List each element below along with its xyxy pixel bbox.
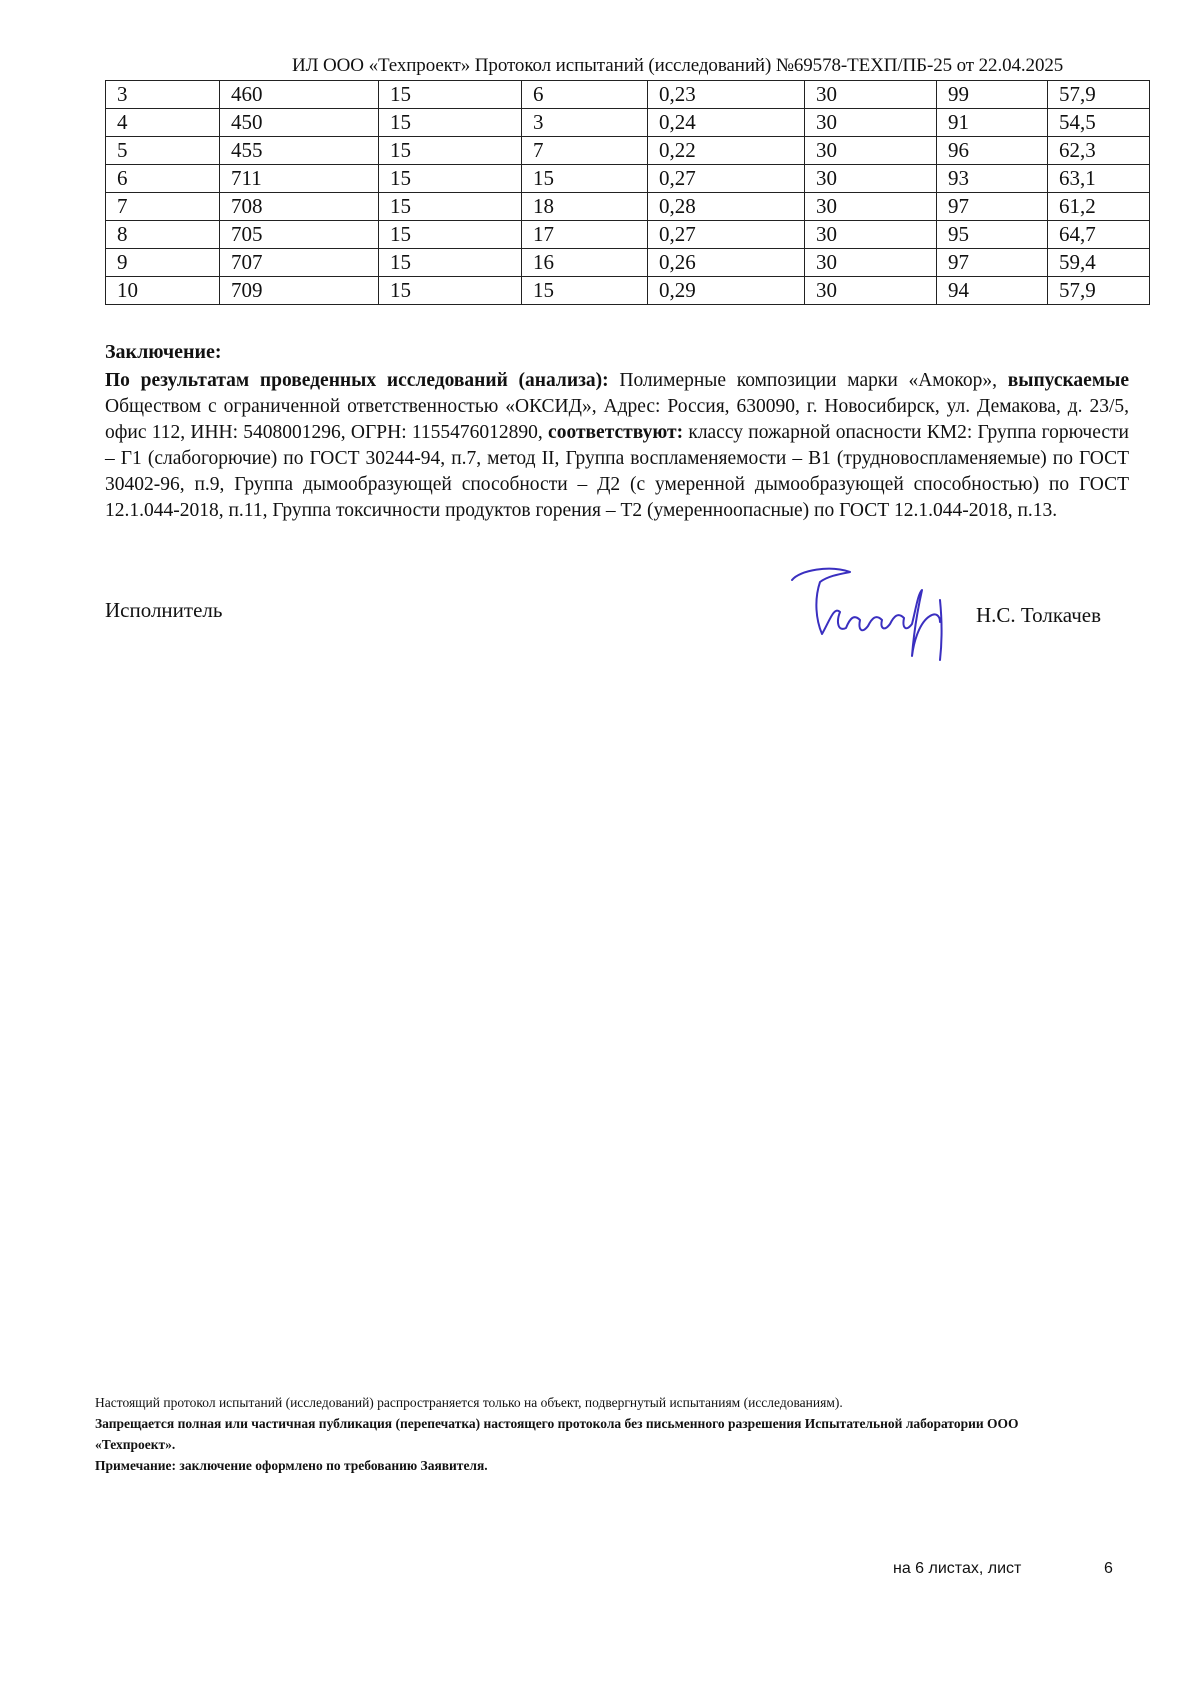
table-cell: 61,2 (1048, 193, 1150, 221)
table-row (106, 165, 1150, 193)
conclusion-part2: Обществом с ограниченной ответственностью «ОКСИД», Адрес: Россия, 630090, г. Новосибирск, ул. Демакова, д. 23/5, офис 112, ИНН: 5408001296, ОГРН: 1155476012890, (105, 396, 1129, 443)
table-cell: 95 (937, 221, 1048, 249)
table-cell: 15 (379, 249, 522, 277)
table-cell: 94 (937, 277, 1048, 305)
footnote-scope: Настоящий протокол испытаний (исследований) распространяется только на объект, подвергнутый испытаниям (исследованиям). (95, 1395, 843, 1410)
footnote-copyright: Запрещается полная или частичная публикация (перепечатка) настоящего протокола без письменного разрешения Испытательной лаборатории ООО «Техпроект». (95, 1416, 1019, 1452)
conclusion-part3: классу пожарной опасности КМ2: Группа горючести – Г1 (слабогорючие) по ГОСТ 30244-94, п.7, метод II, Группа воспламеняемости – В1 (трудновоспламеняемые) по ГОСТ 30402-96, п.9, Группа дымообразующей способности – Д2 (с умеренной дымообразующей способностью) по ГОСТ 12.1.044-2018, п.11, Группа токсичности продуктов горения – Т2 (умеренноопасные) по ГОСТ 12.1.044-2018, п.13. (105, 422, 1129, 521)
table-cell: 0,26 (648, 249, 805, 277)
table-cell: 16 (522, 249, 648, 277)
table-cell: 709 (220, 277, 379, 305)
page-count-label: на 6 листах, лист (893, 1560, 1022, 1577)
table-cell: 15 (379, 165, 522, 193)
table-cell: 15 (379, 81, 522, 109)
table-cell: 0,24 (648, 109, 805, 137)
table-cell: 460 (220, 81, 379, 109)
table-cell: 17 (522, 221, 648, 249)
table-cell: 5 (106, 137, 220, 165)
table-row (106, 193, 1150, 221)
document-header: ИЛ ООО «Техпроект» Протокол испытаний (исследований) №69578-ТЕХП/ПБ-25 от 22.04.2025 (292, 55, 1064, 76)
table-cell: 4 (106, 109, 220, 137)
table-cell: 7 (522, 137, 648, 165)
conclusion-part1: Полимерные композиции марки «Амокор», (608, 370, 1008, 391)
table-cell: 59,4 (1048, 249, 1150, 277)
table-cell: 96 (937, 137, 1048, 165)
table-row (106, 221, 1150, 249)
table-cell: 3 (522, 109, 648, 137)
table-cell: 91 (937, 109, 1048, 137)
table-cell: 30 (805, 193, 937, 221)
table-cell: 97 (937, 193, 1048, 221)
table-cell: 15 (379, 277, 522, 305)
executor-label: Исполнитель (105, 598, 223, 622)
table-cell: 450 (220, 109, 379, 137)
table-cell: 30 (805, 109, 937, 137)
conclusion-title: Заключение: (105, 341, 222, 363)
table-cell: 0,29 (648, 277, 805, 305)
table-cell: 711 (220, 165, 379, 193)
table-cell: 30 (805, 137, 937, 165)
table-cell: 8 (106, 221, 220, 249)
conclusion-issued: выпускаемые (1007, 370, 1129, 391)
table-cell: 30 (805, 249, 937, 277)
table-row (106, 249, 1150, 277)
table-row (106, 109, 1150, 137)
table-cell: 9 (106, 249, 220, 277)
table-cell: 62,3 (1048, 137, 1150, 165)
table-row (106, 81, 1150, 109)
table-cell: 30 (805, 81, 937, 109)
table-cell: 30 (805, 221, 937, 249)
table-cell: 15 (379, 193, 522, 221)
executor-name: Н.С. Толкачев (976, 603, 1102, 627)
table-cell: 707 (220, 249, 379, 277)
footnotes (95, 1392, 1095, 1476)
results-table-body (106, 81, 1150, 305)
table-cell: 93 (937, 165, 1048, 193)
table-cell: 64,7 (1048, 221, 1150, 249)
table-cell: 0,28 (648, 193, 805, 221)
table-cell: 455 (220, 137, 379, 165)
footnote-note: Примечание: заключение оформлено по требованию Заявителя. (95, 1458, 488, 1473)
table-cell: 0,22 (648, 137, 805, 165)
table-cell: 99 (937, 81, 1048, 109)
table-cell: 54,5 (1048, 109, 1150, 137)
table-cell: 6 (106, 165, 220, 193)
table-cell: 15 (379, 109, 522, 137)
table-cell: 0,27 (648, 165, 805, 193)
table-cell: 57,9 (1048, 81, 1150, 109)
table-cell: 705 (220, 221, 379, 249)
table-cell: 57,9 (1048, 277, 1150, 305)
handwritten-signature (790, 560, 970, 670)
table-cell: 63,1 (1048, 165, 1150, 193)
table-cell: 0,23 (648, 81, 805, 109)
conclusion-lead: По результатам проведенных исследований (анализа): (105, 370, 609, 391)
results-table (105, 80, 1150, 305)
table-cell: 15 (522, 277, 648, 305)
table-cell: 18 (522, 193, 648, 221)
conclusion-text (105, 368, 1129, 524)
page-number: 6 (1104, 1560, 1113, 1577)
table-row (106, 277, 1150, 305)
conclusion-conforms: соответствуют: (548, 422, 684, 443)
table-cell: 15 (522, 165, 648, 193)
table-cell: 3 (106, 81, 220, 109)
table-cell: 0,27 (648, 221, 805, 249)
table-row (106, 137, 1150, 165)
table-cell: 708 (220, 193, 379, 221)
table-cell: 15 (379, 221, 522, 249)
table-cell: 15 (379, 137, 522, 165)
table-cell: 7 (106, 193, 220, 221)
conclusion-section (105, 339, 1129, 524)
table-cell: 30 (805, 277, 937, 305)
table-cell: 6 (522, 81, 648, 109)
table-cell: 30 (805, 165, 937, 193)
table-cell: 97 (937, 249, 1048, 277)
table-cell: 10 (106, 277, 220, 305)
